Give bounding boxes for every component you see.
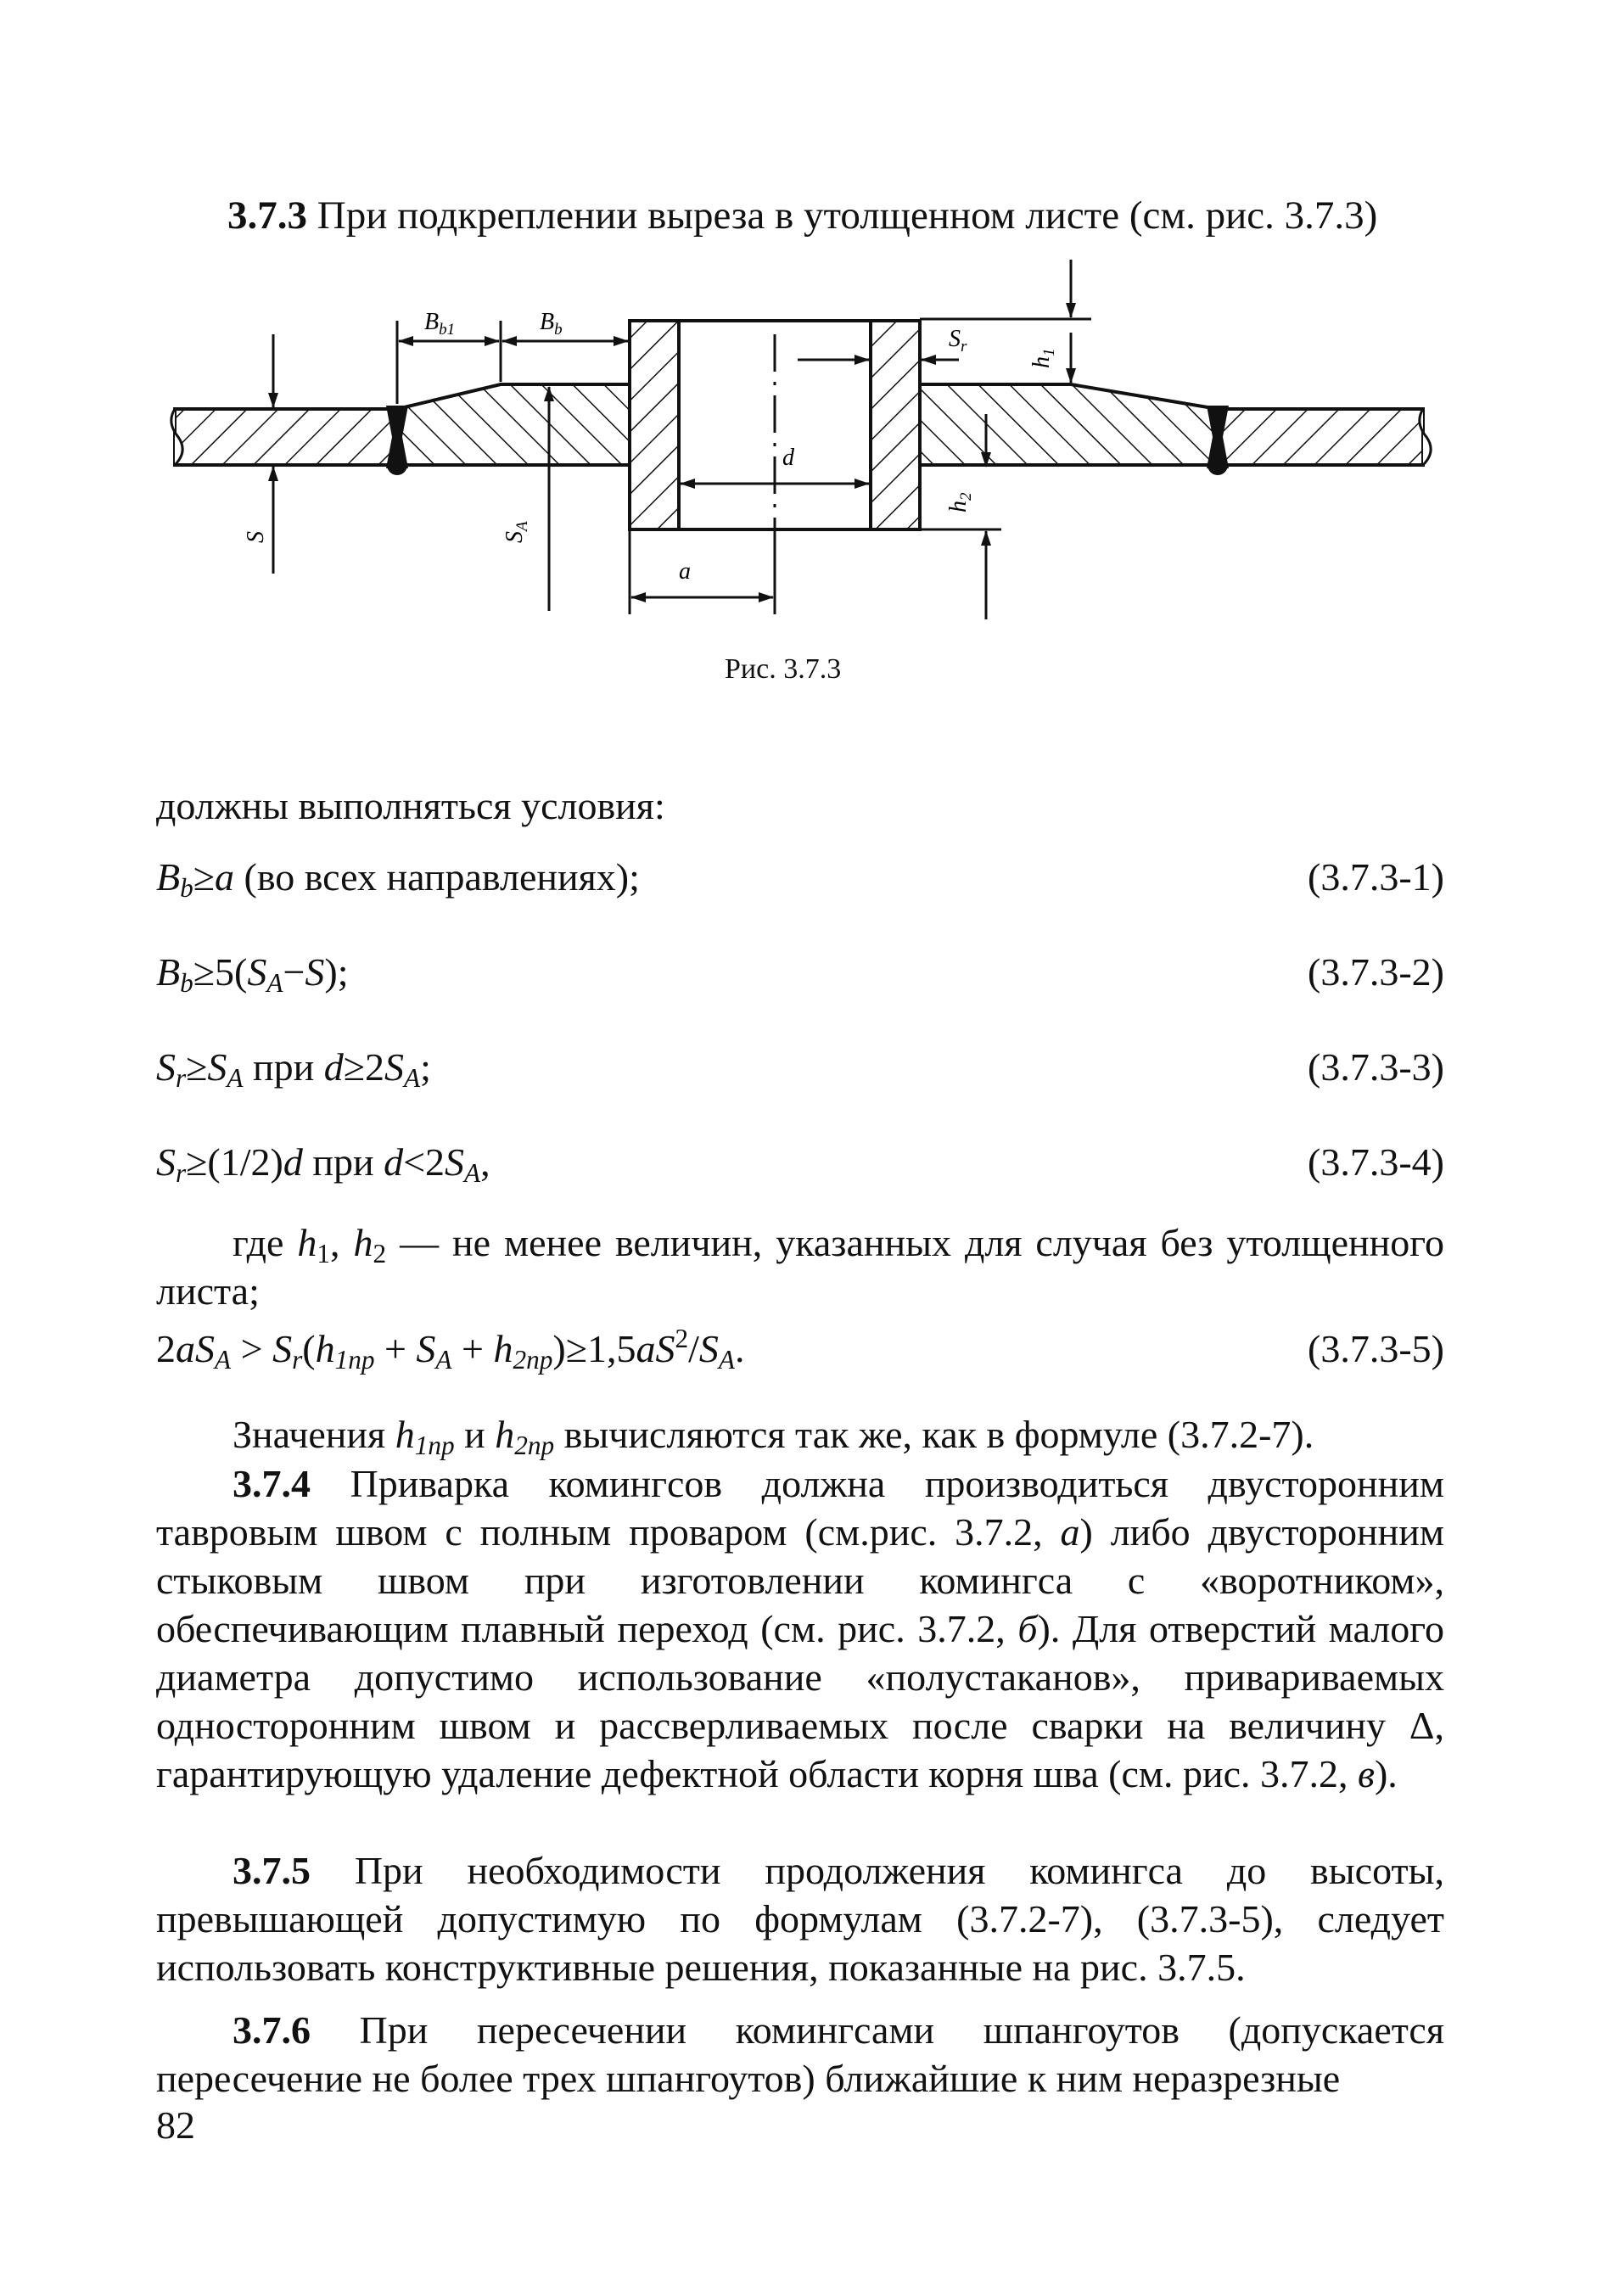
values-line: Значения $h_{1пр}$ и $h_{2пр}$ вычисляются так же, как в формуле (3.7.2-7).	[233, 1413, 1314, 1460]
section-heading-text: При подкреплении выреза в утолщенном листе (см. рис. 3.7.3)	[317, 193, 1378, 238]
dim-h1	[920, 260, 1091, 383]
label-a: a	[679, 558, 691, 585]
label-bb1: $B_{b1}$	[424, 309, 456, 339]
paragraph-3-7-6: 3.7.6 При пересечении комингсами шпангоутов (допускается пересечение не более трех шпангоутов) ближайшие к ним неразрезные	[156, 2008, 1444, 2100]
equation-3: $S_r\ge S_A$ при $d\ge 2S_A$; (3.7.3-3)	[156, 1045, 1444, 1093]
where-clause: где $h_1$, $h_2$ — не менее величин, указанных для случая без утолщенного листа;	[156, 1221, 1445, 1313]
weld-right-root	[1208, 455, 1228, 475]
coaming-wall-right	[871, 321, 920, 529]
equation-4: $S_r\ge(1/2)d$ при $d<2S_A$, (3.7.3-4)	[156, 1140, 1444, 1188]
thin-plate-right	[1218, 409, 1423, 465]
label-sa: $S_A$	[502, 521, 531, 543]
equation-number: (3.7.3-4)	[1308, 1140, 1444, 1184]
thick-insert-left	[397, 384, 630, 465]
equation-number: (3.7.3-1)	[1308, 855, 1444, 899]
equation-number: (3.7.3-5)	[1308, 1327, 1444, 1370]
thin-plate-left	[175, 409, 397, 465]
thick-insert-right	[920, 384, 1218, 465]
label-bb: $B_b$	[540, 309, 563, 339]
coaming-wall-left	[630, 321, 679, 529]
weld-left-root	[387, 455, 407, 475]
label-h1: $h_1$	[1028, 348, 1058, 368]
equation-5: $2aS_A > S_r(h_{1пр} + S_A + h_{2пр})\ge 1,5aS^2/S_A$. (3.7.3-5)	[156, 1323, 1444, 1375]
label-sr: $S_r$	[949, 326, 967, 356]
equation-1: $B_b\ge a$ (во всех направлениях); (3.7.3-1)	[156, 855, 1444, 903]
label-d: d	[782, 445, 794, 471]
conditions-intro: должны выполняться условия:	[156, 784, 665, 827]
page-number: 82	[156, 2103, 195, 2147]
figure-caption: Рис. 3.7.3	[725, 653, 842, 685]
section-number: 3.7.3	[227, 193, 307, 238]
equation-2: $B_b\ge 5(S_A-S)$; (3.7.3-2)	[156, 950, 1444, 998]
label-s: S	[243, 531, 269, 543]
paragraph-3-7-5: 3.7.5 При необходимости продолжения комингса до высоты, превышающей допустимую по формулам (3.7.2-7), (3.7.3-5), следует использовать конструктивные решения, показанные на рис. 3.7.5.	[156, 1849, 1444, 1989]
equation-number: (3.7.3-3)	[1308, 1045, 1444, 1089]
paragraph-3-7-4: 3.7.4 Приварка комингсов должна производиться двусторонним тавровым швом с полным проваром (см.рис. 3.7.2, а) либо двусторонним стыковым швом при изготовлении комингса с «воротником», обеспечивающим плавный переход (см. рис. 3.7.2, б). Для отверстий малого диаметра допустимо использование «полустаканов», привариваемых односторонним швом и рассверливаемых после сварки на величину Δ, гарантирующую удаление дефектной области корня шва (см. рис. 3.7.2, в).	[156, 1462, 1444, 1795]
equation-number: (3.7.3-2)	[1308, 950, 1444, 994]
label-h2: $h_2$	[945, 492, 975, 512]
dim-a	[630, 529, 775, 614]
